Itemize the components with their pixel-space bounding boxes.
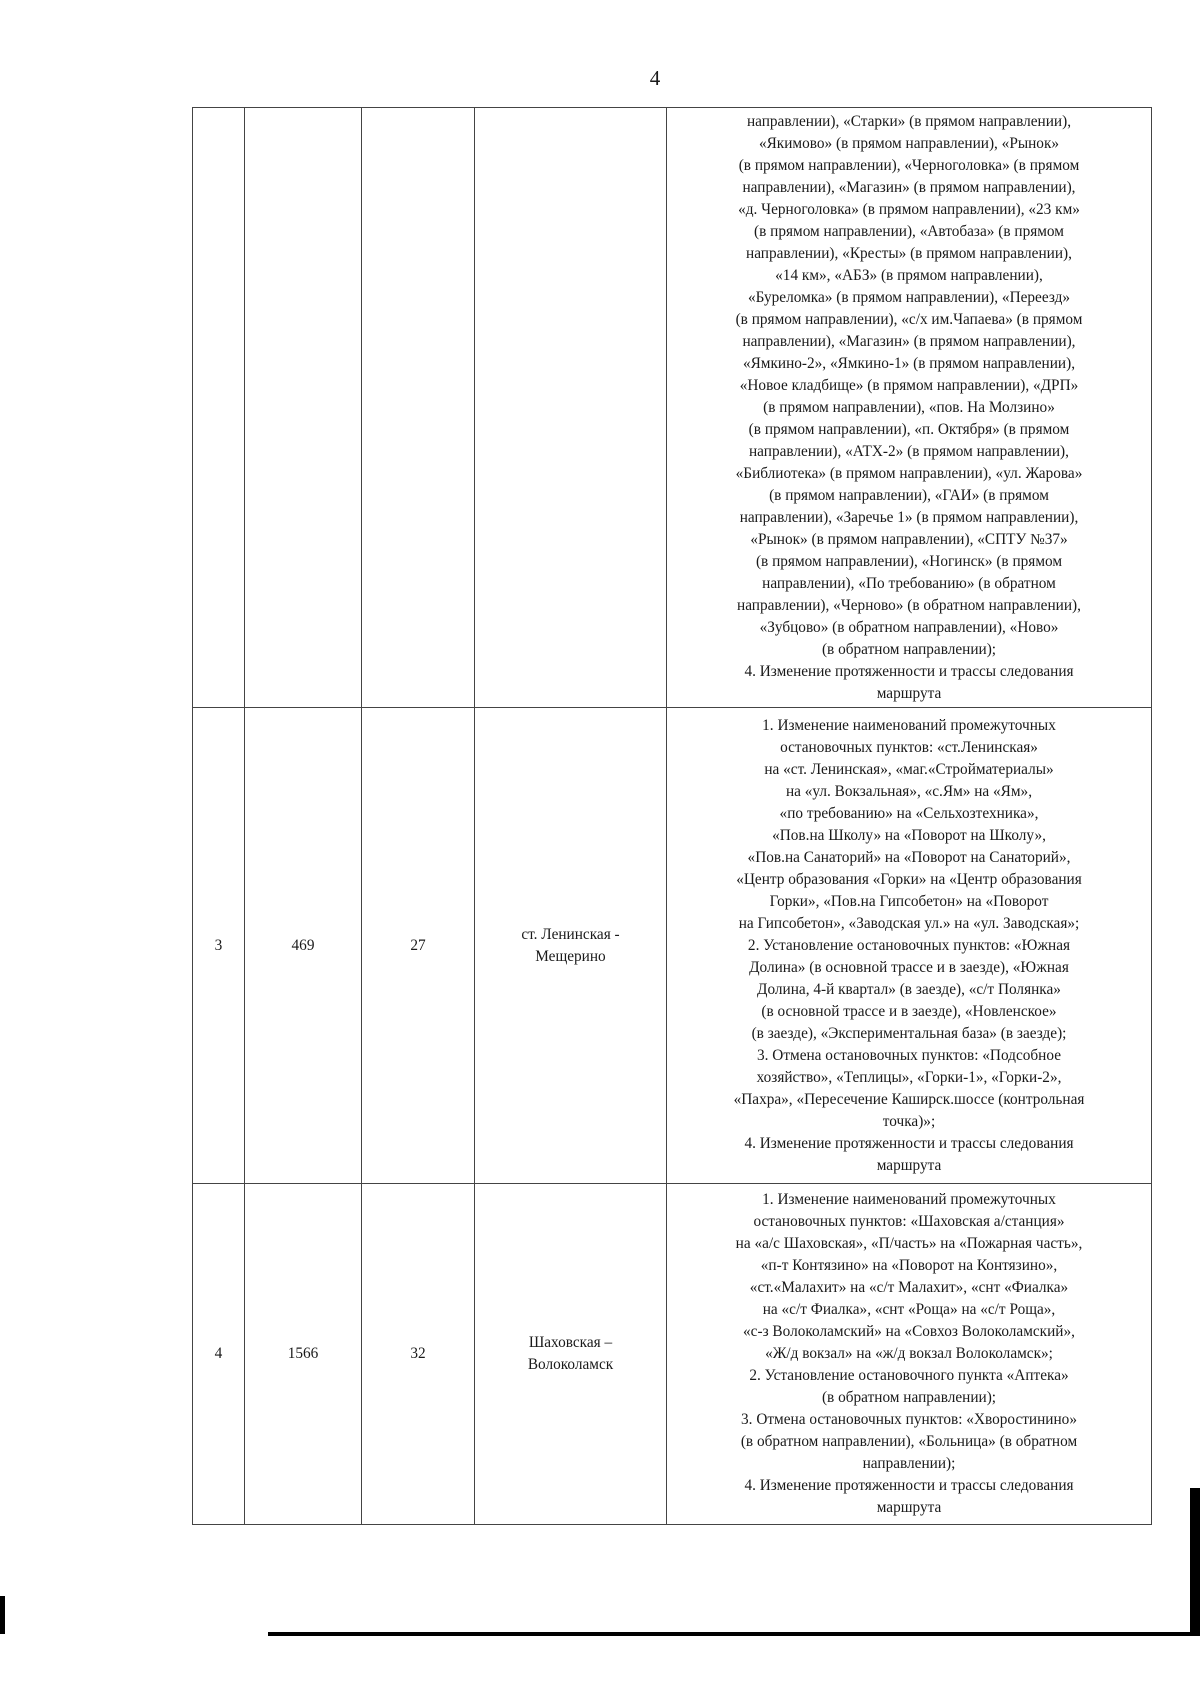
route-name-cell — [475, 708, 667, 1184]
registry-number-cell: 1566 — [245, 1184, 362, 1525]
changes-line: (в прямом направлении), «пов. На Молзино» — [763, 398, 1055, 416]
changes-line: «Якимово» (в прямом направлении), «Рынок» — [758, 134, 1060, 152]
changes-line: (в обратном направлении); — [821, 1389, 997, 1406]
changes-line: остановочных пунктов: «Шаховская а/станция» — [753, 1213, 1065, 1230]
changes-line: направлении), «По требованию» (в обратном — [762, 574, 1056, 592]
changes-line: хозяйство», «Теплицы», «Горки-1», «Горки-2», — [756, 1068, 1062, 1086]
changes-line: (в заезде), «Экспериментальная база» (в заезде); — [751, 1024, 1067, 1042]
changes-line: на «с/т Фиалка», «снт «Роща» на «с/т Роща», — [762, 1301, 1056, 1318]
route-name-cell — [475, 108, 667, 708]
changes-line: Долина, 4-й квартал» (в заезде), «с/т Полянка» — [757, 980, 1061, 998]
changes-line: на «а/с Шаховская», «П/часть» на «Пожарная часть», — [735, 1235, 1083, 1252]
route-number-cell — [362, 108, 475, 708]
row-number-cell: 4 — [193, 1184, 245, 1525]
changes-line: остановочных пунктов: «ст.Ленинская» — [780, 738, 1038, 756]
changes-cell — [667, 1184, 1152, 1525]
scan-right-edge — [1190, 1488, 1200, 1634]
scan-left-edge — [0, 1596, 5, 1634]
changes-line: направлении), «Заречье 1» (в прямом направлении), — [739, 508, 1079, 526]
changes-line: (в обратном направлении); — [821, 640, 997, 658]
route-number-cell: 27 — [362, 708, 475, 1184]
changes-line: «Ж/д вокзал» на «ж/д вокзал Волоколамск»; — [765, 1345, 1053, 1362]
changes-line: «Буреломка» (в прямом направлении), «Переезд» — [747, 288, 1071, 306]
scan-bottom-rule — [268, 1632, 1200, 1636]
registry-number-cell — [245, 108, 362, 708]
changes-line: 4. Изменение протяженности и трассы следования — [744, 662, 1074, 680]
changes-line: маршрута — [876, 1156, 942, 1174]
changes-line: «ст.«Малахит» на «с/т Малахит», «снт «Фиалка» — [749, 1279, 1069, 1296]
changes-line: «по требованию» на «Сельхозтехника», — [779, 804, 1039, 822]
changes-line: «Рынок» (в прямом направлении), «СПТУ №37» — [750, 530, 1068, 548]
changes-line: «14 км», «АБЗ» (в прямом направлении), — [775, 266, 1043, 284]
row-number-cell — [193, 108, 245, 708]
changes-line: 3. Отмена остановочных пунктов: «Подсобное — [756, 1046, 1061, 1064]
changes-cell — [667, 108, 1152, 708]
changes-line: 3. Отмена остановочных пунктов: «Хворостинино» — [741, 1411, 1077, 1428]
route-number-cell: 32 — [362, 1184, 475, 1525]
changes-line: Долина» (в основной трассе и в заезде), «Южная — [749, 958, 1069, 976]
changes-line: «Ямкино-2», «Ямкино-1» (в прямом направлении), — [742, 354, 1076, 372]
changes-line: (в прямом направлении), «Ногинск» (в прямом — [755, 552, 1063, 570]
changes-line: 4. Изменение протяженности и трассы следования — [744, 1134, 1074, 1152]
changes-line: направлении); — [862, 1455, 956, 1472]
changes-line: (в прямом направлении), «с/х им.Чапаева» (в прямом — [735, 310, 1083, 328]
registry-number-cell: 469 — [245, 708, 362, 1184]
changes-line: «Центр образования «Горки» на «Центр образования — [736, 870, 1082, 888]
changes-line: (в прямом направлении), «ГАИ» (в прямом — [769, 486, 1049, 504]
changes-line: точка)»; — [882, 1112, 936, 1130]
route-name-line: Мещерино — [535, 947, 606, 965]
changes-line: (в прямом направлении), «п. Октября» (в прямом — [748, 420, 1070, 438]
changes-line: 2. Установление остановочных пунктов: «Южная — [747, 936, 1071, 954]
changes-line: маршрута — [876, 1499, 942, 1516]
changes-line: «д. Черноголовка» (в прямом направлении), «23 км» — [738, 200, 1080, 218]
page-number: 4 — [649, 66, 661, 90]
changes-line: «Зубцово» (в обратном направлении), «Ново» — [759, 618, 1059, 636]
changes-line: направлении), «АТХ-2» (в прямом направлении), — [749, 442, 1069, 460]
changes-line: 1. Изменение наименований промежуточных — [762, 1191, 1056, 1208]
route-name-line: ст. Ленинская - — [521, 925, 620, 943]
row-number-cell: 3 — [193, 708, 245, 1184]
changes-line: на «ул. Вокзальная», «с.Ям» на «Ям», — [785, 782, 1033, 800]
changes-line: направлении), «Старки» (в прямом направлении), — [746, 112, 1072, 130]
route-name-cell — [475, 1184, 667, 1525]
changes-line: на «ст. Ленинская», «маг.«Стройматериалы» — [764, 760, 1054, 778]
changes-line: маршрута — [876, 684, 942, 702]
changes-line: направлении), «Кресты» (в прямом направлении), — [746, 244, 1072, 262]
table-row — [193, 1184, 1152, 1525]
changes-line: «Библиотека» (в прямом направлении), «ул. Жарова» — [735, 464, 1083, 482]
route-name-line: Шаховская – — [528, 1334, 613, 1351]
changes-line: Горки», «Пов.на Гипсобетон» на «Поворот — [769, 892, 1049, 910]
table-row — [193, 708, 1152, 1184]
changes-line: 1. Изменение наименований промежуточных — [762, 716, 1056, 734]
changes-line: 4. Изменение протяженности и трассы следования — [744, 1477, 1074, 1494]
changes-line: (в прямом направлении), «Черноголовка» (в прямом — [738, 156, 1080, 174]
changes-line: (в обратном направлении), «Больница» (в обратном — [740, 1433, 1078, 1450]
changes-line: «п-т Контязино» на «Поворот на Контязино», — [760, 1257, 1058, 1274]
changes-line: направлении), «Магазин» (в прямом направлении), — [742, 178, 1076, 196]
changes-line: «Пахра», «Пересечение Каширск.шоссе (контрольная — [733, 1090, 1085, 1108]
route-name-line: Волоколамск — [527, 1356, 614, 1373]
changes-line: (в основной трассе и в заезде), «Новленское» — [761, 1002, 1057, 1020]
changes-line: (в прямом направлении), «Автобаза» (в прямом — [754, 222, 1064, 240]
changes-line: «Пов.на Школу» на «Поворот на Школу», — [772, 826, 1046, 844]
changes-line: направлении), «Черново» (в обратном направлении), — [737, 596, 1081, 614]
routes-table — [192, 107, 1152, 1525]
changes-line: на Гипсобетон», «Заводская ул.» на «ул. Заводская»; — [738, 914, 1080, 932]
changes-line: «Новое кладбище» (в прямом направлении), «ДРП» — [739, 376, 1079, 394]
changes-line: 2. Установление остановочного пункта «Аптека» — [749, 1367, 1069, 1384]
changes-line: направлении), «Магазин» (в прямом направлении), — [742, 332, 1076, 350]
table-row — [193, 108, 1152, 708]
changes-cell — [667, 708, 1152, 1184]
changes-line: «Пов.на Санаторий» на «Поворот на Санаторий», — [747, 848, 1071, 866]
changes-line: «с-з Волоколамский» на «Совхоз Волоколамский», — [743, 1323, 1075, 1340]
